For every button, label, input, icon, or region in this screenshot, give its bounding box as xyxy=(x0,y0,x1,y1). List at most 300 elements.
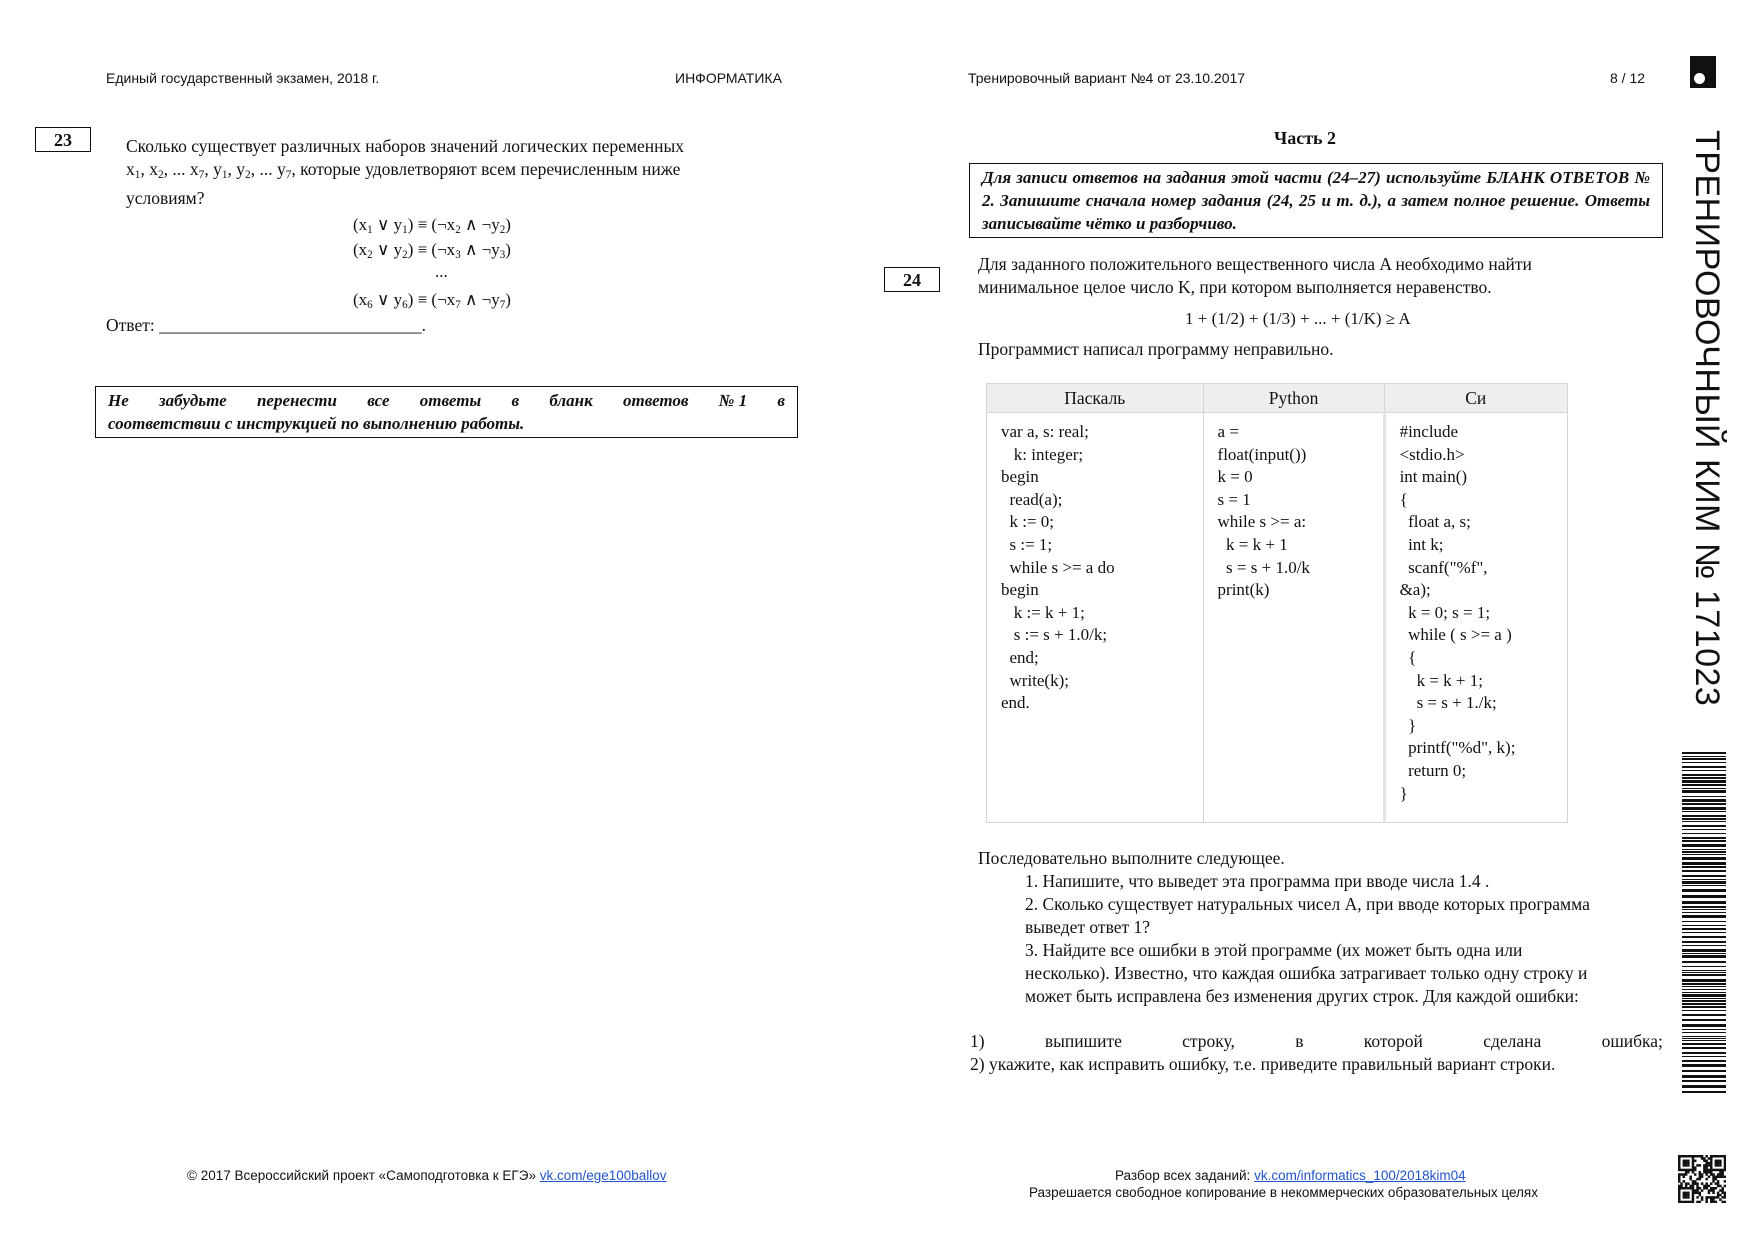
task-24-inequality: 1 + (1/2) + (1/3) + ... + (1/K) ≥ A xyxy=(1185,309,1411,328)
qr-module xyxy=(1696,1185,1698,1187)
qr-module xyxy=(1692,1189,1694,1191)
qr-module xyxy=(1717,1162,1719,1164)
qr-module xyxy=(1710,1164,1712,1166)
barcode-bar xyxy=(1682,844,1726,847)
qr-module xyxy=(1710,1166,1712,1168)
qr-module xyxy=(1724,1169,1726,1171)
qr-module xyxy=(1703,1187,1705,1189)
qr-module xyxy=(1724,1192,1726,1194)
code-table xyxy=(986,383,1568,823)
qr-module xyxy=(1710,1162,1712,1164)
barcode-bar xyxy=(1682,1047,1726,1049)
qr-module xyxy=(1694,1192,1696,1194)
qr-module xyxy=(1721,1192,1723,1194)
qr-module xyxy=(1703,1157,1705,1159)
qr-module xyxy=(1724,1180,1726,1182)
barcode-bar xyxy=(1682,849,1726,850)
qr-module xyxy=(1719,1155,1721,1157)
qr-module xyxy=(1705,1164,1707,1166)
qr-module xyxy=(1685,1171,1687,1173)
barcode-bar xyxy=(1682,815,1726,817)
barcode-bar xyxy=(1682,949,1726,952)
qr-module xyxy=(1705,1198,1707,1200)
qr-module xyxy=(1687,1201,1689,1203)
code-line: s := s + 1.0/k; xyxy=(1001,625,1108,645)
qr-module xyxy=(1683,1176,1685,1178)
barcode-bar xyxy=(1682,936,1726,938)
task-23-line3: условиям? xyxy=(126,187,205,208)
qr-module xyxy=(1696,1155,1698,1157)
code-line: s = s + 1./k; xyxy=(1399,693,1497,713)
qr-module xyxy=(1680,1185,1682,1187)
barcode-bar xyxy=(1682,986,1726,987)
qr-module xyxy=(1694,1166,1696,1168)
qr-module xyxy=(1687,1169,1689,1171)
qr-module xyxy=(1678,1185,1680,1187)
qr-module xyxy=(1705,1173,1707,1175)
qr-module xyxy=(1687,1187,1689,1189)
qr-module xyxy=(1717,1169,1719,1171)
qr-module xyxy=(1692,1164,1694,1166)
qr-module xyxy=(1692,1182,1694,1184)
qr-module xyxy=(1678,1194,1680,1196)
barcode-bar xyxy=(1682,1080,1726,1082)
task-23-line2: $x_1$, $x_2$, ... $x_7$, $y_1$, $y_2$, ... $y_7$, которые удовлетворяют всем перечисленным ниже xyxy=(126,159,681,181)
qr-module xyxy=(1701,1189,1703,1191)
task-24-steps xyxy=(1025,870,1595,1008)
formula-3: ($x_6$ ∨ $y_6$) ≡ ($\neg x_7$ ∧ $\neg y_7$) xyxy=(353,290,511,311)
qr-module xyxy=(1678,1155,1680,1157)
qr-module xyxy=(1701,1176,1703,1178)
qr-module xyxy=(1712,1192,1714,1194)
note-line1: Не забудьте перенести все ответы в бланк ответов № 1 в xyxy=(108,391,785,410)
qr-module xyxy=(1678,1178,1680,1180)
qr-module xyxy=(1685,1160,1687,1162)
qr-module xyxy=(1678,1196,1680,1198)
qr-module xyxy=(1721,1171,1723,1173)
qr-module xyxy=(1721,1187,1723,1189)
qr-module xyxy=(1719,1164,1721,1166)
code-line: k := 0; xyxy=(1001,512,1055,532)
qr-module xyxy=(1687,1155,1689,1157)
qr-module xyxy=(1701,1196,1703,1198)
barcode-bar xyxy=(1682,854,1726,855)
qr-module xyxy=(1721,1196,1723,1198)
code-line: end. xyxy=(1001,693,1030,713)
barcode-bar xyxy=(1682,1056,1726,1057)
qr-module xyxy=(1715,1164,1717,1166)
qr-module xyxy=(1705,1187,1707,1189)
qr-module xyxy=(1685,1162,1687,1164)
qr-module xyxy=(1724,1164,1726,1166)
qr-module xyxy=(1719,1198,1721,1200)
qr-module xyxy=(1721,1173,1723,1175)
qr-module xyxy=(1683,1196,1685,1198)
code-line: &a); xyxy=(1399,580,1431,600)
qr-module xyxy=(1721,1169,1723,1171)
qr-module xyxy=(1696,1182,1698,1184)
qr-module xyxy=(1692,1166,1694,1168)
qr-module xyxy=(1701,1173,1703,1175)
qr-module xyxy=(1699,1178,1701,1180)
barcode-bar xyxy=(1682,837,1726,839)
qr-module xyxy=(1678,1176,1680,1178)
code-line: k = k + 1 xyxy=(1217,534,1288,554)
task-23-number: 23 xyxy=(35,127,91,152)
qr-module xyxy=(1699,1173,1701,1175)
note-line2: соответствии с инструкцией по выполнению работы. xyxy=(108,414,525,433)
barcode-bar xyxy=(1682,1024,1726,1027)
barcode-bar xyxy=(1682,925,1726,926)
barcode-bar xyxy=(1682,762,1726,763)
barcode-bar xyxy=(1682,966,1726,967)
barcode-bar xyxy=(1682,1032,1726,1033)
barcode-bar xyxy=(1682,994,1726,997)
barcode-bar xyxy=(1682,784,1726,786)
barcode-bar xyxy=(1682,895,1726,898)
code-header-pascal: Паскаль xyxy=(987,384,1204,413)
qr-module xyxy=(1719,1173,1721,1175)
vertical-kim-title: ТРЕНИРОВОЧНЫЙ КИМ № 171023 xyxy=(1688,130,1726,707)
step-3: 3. Найдите все ошибки в этой программе (их может быть одна или несколько). Известно, что каждая ошибка затрагивает только одну строку и может быть исправлена без изменения других строк. Для каждой ошибки: xyxy=(1025,940,1588,1006)
qr-module xyxy=(1687,1182,1689,1184)
barcode-bar xyxy=(1682,790,1726,793)
qr-module xyxy=(1703,1169,1705,1171)
qr-module xyxy=(1692,1194,1694,1196)
qr-module xyxy=(1683,1194,1685,1196)
qr-module xyxy=(1683,1155,1685,1157)
qr-module xyxy=(1719,1160,1721,1162)
code-line: k: integer; xyxy=(1001,444,1084,464)
qr-module xyxy=(1683,1169,1685,1171)
qr-module xyxy=(1680,1187,1682,1189)
code-line: { xyxy=(1399,647,1417,667)
answer-line[interactable]: ______________________________. xyxy=(159,315,426,335)
qr-module xyxy=(1715,1169,1717,1171)
code-line: print(k) xyxy=(1217,580,1270,600)
qr-module xyxy=(1680,1201,1682,1203)
qr-module xyxy=(1683,1201,1685,1203)
steps-intro: Последовательно выполните следующее. xyxy=(978,848,1285,868)
qr-module xyxy=(1701,1198,1703,1200)
qr-module xyxy=(1678,1164,1680,1166)
footer-analysis-link[interactable]: vk.com/informatics_100/2018kim04 xyxy=(1254,1168,1466,1183)
barcode-bar xyxy=(1682,879,1726,880)
barcode-bar xyxy=(1682,1000,1726,1002)
qr-module xyxy=(1719,1162,1721,1164)
qr-module xyxy=(1678,1187,1680,1189)
qr-module xyxy=(1678,1180,1680,1182)
code-line: { xyxy=(1399,489,1408,509)
qr-module xyxy=(1724,1157,1726,1159)
code-line: int main() xyxy=(1399,467,1468,487)
qr-module xyxy=(1705,1178,1707,1180)
barcode-bar xyxy=(1682,932,1726,933)
qr-module xyxy=(1680,1182,1682,1184)
qr-module xyxy=(1696,1201,1698,1203)
barcode-bar xyxy=(1682,972,1726,973)
barcode-bar xyxy=(1682,928,1726,930)
qr-module xyxy=(1692,1155,1694,1157)
formula-ellipsis: ... xyxy=(435,262,448,281)
qr-code xyxy=(1678,1155,1726,1203)
qr-module xyxy=(1687,1160,1689,1162)
qr-module xyxy=(1710,1189,1712,1191)
code-c xyxy=(1384,413,1567,823)
qr-module xyxy=(1680,1173,1682,1175)
task-23-answer xyxy=(106,314,426,337)
qr-module xyxy=(1699,1171,1701,1173)
qr-module xyxy=(1719,1194,1721,1196)
qr-module xyxy=(1678,1189,1680,1191)
qr-module xyxy=(1717,1155,1719,1157)
code-line: k = 0 xyxy=(1217,467,1253,487)
code-line: var a, s: real; xyxy=(1001,422,1089,441)
qr-module xyxy=(1724,1160,1726,1162)
code-line: write(k); xyxy=(1001,670,1069,690)
qr-module xyxy=(1724,1176,1726,1178)
qr-module xyxy=(1705,1201,1707,1203)
qr-module xyxy=(1689,1201,1691,1203)
qr-module xyxy=(1678,1192,1680,1194)
qr-module xyxy=(1694,1169,1696,1171)
qr-module xyxy=(1692,1192,1694,1194)
code-line: k = k + 1; xyxy=(1399,670,1483,690)
barcode-bar xyxy=(1682,818,1726,820)
code-header-c: Си xyxy=(1384,384,1567,413)
code-line: #include xyxy=(1399,422,1459,441)
qr-module xyxy=(1703,1171,1705,1173)
qr-module xyxy=(1678,1169,1680,1171)
qr-module xyxy=(1710,1187,1712,1189)
header-subject: ИНФОРМАТИКА xyxy=(675,70,782,86)
task-23-question xyxy=(126,135,766,210)
task-24-wrong-program: Программист написал программу неправильно. xyxy=(978,339,1334,359)
qr-module xyxy=(1692,1198,1694,1200)
code-line: s = 1 xyxy=(1217,489,1251,509)
barcode-bar xyxy=(1682,998,1726,999)
barcode-bar xyxy=(1682,992,1726,993)
qr-module xyxy=(1692,1171,1694,1173)
barcode-bar xyxy=(1682,1060,1726,1062)
barcode-bar xyxy=(1682,909,1726,910)
barcode-bar xyxy=(1682,1040,1726,1041)
qr-module xyxy=(1712,1173,1714,1175)
qr-module xyxy=(1685,1192,1687,1194)
barcode-bar xyxy=(1682,866,1726,868)
qr-module xyxy=(1705,1185,1707,1187)
qr-module xyxy=(1689,1178,1691,1180)
barcode-bar xyxy=(1682,945,1726,946)
barcode-bar xyxy=(1682,766,1726,768)
task-24-number: 24 xyxy=(884,267,940,292)
qr-module xyxy=(1708,1157,1710,1159)
barcode-bar xyxy=(1682,979,1726,982)
barcode-bar xyxy=(1682,1064,1726,1067)
footer-license: Разрешается свободное копирование в некоммерческих образовательных целях xyxy=(1029,1185,1538,1200)
qr-module xyxy=(1705,1155,1707,1157)
qr-module xyxy=(1717,1180,1719,1182)
qr-module xyxy=(1710,1182,1712,1184)
header-exam: Единый государственный экзамен, 2018 г. xyxy=(106,70,380,86)
barcode-bar xyxy=(1682,906,1726,908)
part2-instruction: Для записи ответов на задания этой части (24–27) используйте БЛАНК ОТВЕТОВ № 2. Запишите сначала номер задания (24, 25 и т. д.), а затем полное решение. Ответы записывайте чётко и разборчиво. xyxy=(969,163,1663,238)
step-2: 2. Сколько существует натуральных чисел A, при вводе которых программа выведет ответ 1? xyxy=(1025,894,1590,937)
answer-label: Ответ: xyxy=(106,315,155,335)
qr-module xyxy=(1701,1182,1703,1184)
barcode-bar xyxy=(1682,1070,1726,1072)
code-line: return 0; xyxy=(1399,760,1467,780)
barcode-bar xyxy=(1682,1036,1726,1037)
qr-module xyxy=(1715,1182,1717,1184)
qr-module xyxy=(1692,1162,1694,1164)
qr-module xyxy=(1710,1198,1712,1200)
qr-module xyxy=(1717,1182,1719,1184)
qr-module xyxy=(1694,1160,1696,1162)
qr-module xyxy=(1683,1164,1685,1166)
qr-module xyxy=(1708,1169,1710,1171)
code-line: printf("%d", k); xyxy=(1399,738,1516,758)
barcode-bar xyxy=(1682,1091,1726,1093)
qr-module xyxy=(1712,1198,1714,1200)
qr-module xyxy=(1715,1201,1717,1203)
footer-right xyxy=(1115,1168,1466,1183)
qr-module xyxy=(1710,1160,1712,1162)
barcode-bar xyxy=(1682,796,1726,797)
qr-module xyxy=(1717,1160,1719,1162)
barcode-bar xyxy=(1682,912,1726,913)
qr-module xyxy=(1685,1173,1687,1175)
qr-module xyxy=(1678,1162,1680,1164)
qr-module xyxy=(1685,1201,1687,1203)
qr-module xyxy=(1705,1171,1707,1173)
barcode-bar xyxy=(1682,829,1726,830)
barcode-bar xyxy=(1682,921,1726,922)
qr-module xyxy=(1705,1196,1707,1198)
barcode-bar xyxy=(1682,799,1726,802)
qr-module xyxy=(1683,1162,1685,1164)
header-variant: Тренировочный вариант №4 от 23.10.2017 xyxy=(968,70,1246,86)
qr-module xyxy=(1721,1201,1723,1203)
footer-project-link[interactable]: vk.com/ege100ballov xyxy=(539,1168,667,1183)
footer-analysis-label: Разбор всех заданий: xyxy=(1115,1168,1255,1183)
qr-module xyxy=(1699,1155,1701,1157)
code-line: } xyxy=(1399,715,1417,735)
qr-module xyxy=(1689,1176,1691,1178)
qr-module xyxy=(1708,1162,1710,1164)
qr-module xyxy=(1719,1176,1721,1178)
qr-module xyxy=(1689,1155,1691,1157)
barcode-bar xyxy=(1682,788,1726,789)
qr-module xyxy=(1678,1201,1680,1203)
barcode-bar xyxy=(1682,955,1726,958)
header-page: 8 / 12 xyxy=(1610,70,1646,86)
qr-module xyxy=(1715,1160,1717,1162)
barcode-bar xyxy=(1682,758,1726,760)
barcode-bar xyxy=(1682,756,1726,757)
qr-module xyxy=(1685,1169,1687,1171)
qr-module xyxy=(1692,1185,1694,1187)
barcode-bar xyxy=(1682,1043,1726,1045)
barcode-bar xyxy=(1682,1085,1726,1088)
qr-module xyxy=(1712,1155,1714,1157)
qr-module xyxy=(1715,1178,1717,1180)
formula-1: ($x_1$ ∨ $y_1$) ≡ ($\neg x_2$ ∧ $\neg y_2$) xyxy=(353,215,511,236)
barcode-bar xyxy=(1682,825,1726,827)
code-line: scanf("%f", xyxy=(1399,557,1488,577)
qr-module xyxy=(1705,1169,1707,1171)
code-line: s := 1; xyxy=(1001,534,1053,554)
qr-module xyxy=(1710,1171,1712,1173)
barcode-bar xyxy=(1682,1029,1726,1030)
qr-module xyxy=(1717,1173,1719,1175)
qr-module xyxy=(1696,1196,1698,1198)
barcode-bar xyxy=(1682,803,1726,805)
code-line: while s >= a do xyxy=(1001,557,1115,577)
barcode-bar xyxy=(1682,851,1726,853)
qr-module xyxy=(1692,1160,1694,1162)
qr-module xyxy=(1678,1166,1680,1168)
qr-module xyxy=(1699,1176,1701,1178)
task-24-intro: Для заданного положительного вещественного числа A необходимо найти минимальное целое число K, при котором выполняется неравенство. xyxy=(978,254,1532,297)
sub-step-2: 2) укажите, как исправить ошибку, т.е. приведите правильный вариант строки. xyxy=(970,1054,1556,1074)
qr-module xyxy=(1694,1180,1696,1182)
barcode-bar xyxy=(1682,875,1726,877)
qr-module xyxy=(1724,1166,1726,1168)
code-line: float a, s; xyxy=(1399,512,1471,532)
qr-module xyxy=(1717,1176,1719,1178)
qr-module xyxy=(1724,1185,1726,1187)
barcode-bar xyxy=(1682,833,1726,834)
qr-module xyxy=(1705,1166,1707,1168)
code-line: while s >= a: xyxy=(1217,512,1307,532)
qr-module xyxy=(1703,1160,1705,1162)
qr-module xyxy=(1683,1187,1685,1189)
barcode-bar xyxy=(1682,1038,1726,1039)
qr-module xyxy=(1724,1194,1726,1196)
qr-module xyxy=(1715,1176,1717,1178)
qr-module xyxy=(1712,1176,1714,1178)
qr-module xyxy=(1710,1173,1712,1175)
code-line: read(a); xyxy=(1001,489,1063,509)
barcode-bar xyxy=(1682,974,1726,976)
qr-module xyxy=(1708,1164,1710,1166)
qr-module xyxy=(1678,1173,1680,1175)
barcode-bar xyxy=(1682,862,1726,865)
barcode-bar xyxy=(1682,901,1726,904)
qr-module xyxy=(1692,1169,1694,1171)
barcode-bar xyxy=(1682,857,1726,860)
barcode-bar xyxy=(1682,881,1726,884)
barcode-bar xyxy=(1682,1010,1726,1011)
formula-2: ($x_2$ ∨ $y_2$) ≡ ($\neg x_3$ ∧ $\neg y_3$) xyxy=(353,240,511,261)
qr-module xyxy=(1708,1171,1710,1173)
qr-module xyxy=(1680,1169,1682,1171)
qr-module xyxy=(1678,1198,1680,1200)
code-line: while ( s >= a ) xyxy=(1399,625,1512,645)
code-line: a = xyxy=(1217,422,1239,441)
qr-module xyxy=(1724,1155,1726,1157)
barcode-bar xyxy=(1682,1075,1726,1078)
qr-module xyxy=(1683,1192,1685,1194)
footer-left xyxy=(187,1168,667,1183)
qr-module xyxy=(1708,1192,1710,1194)
qr-module xyxy=(1699,1164,1701,1166)
qr-module xyxy=(1710,1169,1712,1171)
barcode-bar xyxy=(1682,1014,1726,1016)
qr-module xyxy=(1694,1173,1696,1175)
qr-module xyxy=(1710,1155,1712,1157)
